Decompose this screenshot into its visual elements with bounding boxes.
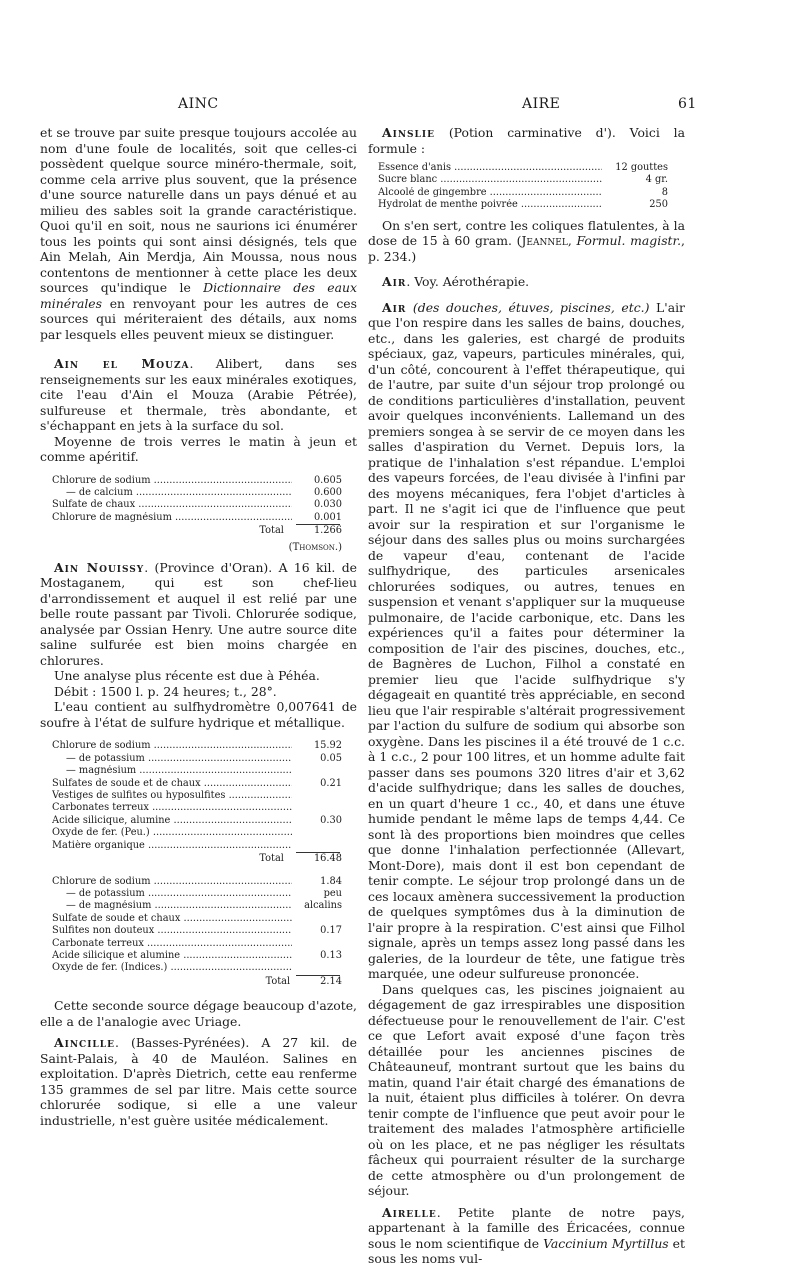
table-row: Oxyde de fer. (Indices.) ..... — [52, 962, 342, 974]
entry-air: Air (des douches, étuves, piscines, etc.) L'air que l'on respire dans les salles de bains, douches, etc., dans les galeries, est chargé de produits spéciaux, gaz, vapeurs, particules minérales, qui, d'un côté, concourent à l'effet thérapeutique, qui de l'autre, par suite d'un séjour trop prolongé ou de conditions particulières d'installation, peuvent avoir quelques inconvénients. Lallemand un des premiers songea à se servir de ce moyen dans les salles d'aspiration du Vernet. Depuis lors, la pratique de l'inhalation s'est répandue. L'emploi des vapeurs forcées, de l'eau divisée à l'infini par des moyens mécaniques, fera l'objet d'articles à part. Il ne s'agit ici que de l'influence que peut avoir sur la respiration et sur l'organisme le séjour dans des salles plus ou moins surchargées de vapeur d'eau, contenant de l'acide sulfhydrique, des particules arsenicales chlorurées sodiques, ou autres, tenues en suspension et venant s'appliquer sur la muqueuse pulmonaire, de l'acide carbonique, etc. Dans les expériences qu'il a faites pour déterminer la composition de l'air des piscines, douches, etc., de Bagnères de Luchon, Filhol a constaté en premier lieu que l'acide sulfhydrique s'y dégageait en quantité très appréciable, en second lieu que l'air respirable s'altérait progressivement par l'action du sulfure de sodium qui absorbe son oxygène. Dans les piscines il a été trouvé de 1 c.c. à 1 c.c., 2 pour 100 litres, et un homme adulte fait passer dans ses poumons 320 litres d'air et 3,62 d'acide sulfhydrique; dans les salles de douches, en un quart d'heure 1 cc., 40, et dans une étuve humide pendant le même laps de temps 4,44. Ce sont là des proportions bien moindres que celles que donne l'inhalation perfectionnée (Allevart, Mont-Dore), mais dont il est bon cependant de tenir compte. Le séjour trop prolongé dans un de ces locaux amènera successivement la production de quelques symptômes dus à la diminution de l'air propre à la respiration. C'est ainsi que Filhol signale, après un temps assez long passé dans les galeries, de la lourdeur de tête, une fatigue très marquée, une odeur sulfureuse prononcée. — [368, 299, 685, 982]
entry-aincille: Aincille. (Basses-Pyrénées). A 27 kil. de Saint-Palais, à 40 de Mauléon. Salines en exploitation. D'après Dietrich, cette eau renferme 135 grammes de sel par litre. Mais cette source chlorurée sodique, si elle a une valeur industrielle, n'est guère usitée médicalement. — [40, 1035, 357, 1128]
table-row: Sulfate de soude et chaux ..... — [52, 913, 342, 925]
table-row: Chlorure de sodium ..... 0.605 — [52, 475, 342, 487]
table-total: Total 16.48 — [259, 853, 342, 865]
table-row: Sulfate de chaux ..... 0.030 — [52, 499, 342, 511]
page-number: 61 — [678, 96, 697, 112]
table-row: Sulfites non douteux ..... 0.17 — [52, 925, 342, 937]
entry-heading: Ainslie — [382, 125, 435, 140]
table-row: — de potassium ..... 0.05 — [52, 753, 342, 765]
table-row: Sulfates de soude et de chaux ..... 0.21 — [52, 778, 342, 790]
table-row: — de calcium ..... 0.600 — [52, 487, 342, 499]
right-column — [368, 125, 685, 1267]
table-row: — de potassium ..... peu — [52, 888, 342, 900]
table-total: Total 1.266 — [259, 525, 342, 537]
table-row: Chlorure de sodium ..... 1.84 — [52, 876, 342, 888]
running-head-right: AIRE — [522, 96, 561, 112]
source-credit: (Thomson.) — [288, 541, 342, 553]
table-row: Carbonate terreux ..... — [52, 938, 342, 950]
table-row: Vestiges de sulfites ou hyposulfites ..... — [52, 790, 342, 802]
paragraph: et se trouve par suite presque toujours accolée au nom d'une foule de localités, soit que celles-ci possèdent quelque source minéro-thermale, soit, comme cela arrive plus souvent, que la présence d'une source naturelle dans un pays dénué et au milieu des sables soit la grande caractéristique. Quoi qu'il en soit, nous ne saurions ici énumérer tous les points qui sont ainsi désignés, tels que Ain Melah, Ain Merdja, Ain Moussa, nous nous contentons de mentionner à cette place les deux sources qu'indique le Dictionnaire des eaux minérales en renvoyant pour les autres de ces sources qui mériteraient des détails, aux noms par lesquels elles peuvent mieux se distinguer. — [40, 125, 357, 342]
table-row: Hydrolat de menthe poivrée ..... 250 — [378, 199, 668, 211]
analysis-table-1 — [40, 475, 342, 554]
table-row: Acide silicique, alumine ..... 0.30 — [52, 815, 342, 827]
entry-ain-nouissy: Ain Nouissy. (Province d'Oran). A 16 kil. de Mostaganem, qui est son chef-lieu d'arrondissement et auquel il est relié par une belle route passant par Tivoli. Chlorurée sodique, analysée par Ossian Henry. Une autre source dite saline sulfurée est bien moins chargée en chlorures. — [40, 559, 357, 668]
table-row: Matière organique ..... — [52, 840, 342, 852]
table-row: — magnésium ..... — [52, 765, 342, 777]
table-row: Essence d'anis ..... 12 gouttes — [378, 162, 668, 174]
paragraph: Une analyse plus récente est due à Péhéa. — [54, 668, 320, 684]
entry-heading: Aincille — [54, 1035, 115, 1051]
entry-heading: Air — [382, 299, 407, 315]
table-row: Chlorure de magnésium ..... 0.001 — [52, 512, 342, 524]
entry-air-ref: Air. Voy. Aérothérapie. — [382, 274, 530, 290]
table-row: Sucre blanc ..... 4 gr. — [378, 174, 668, 186]
entry-ainslie: Ainslie (Potion carminative d'). Voici la formule : — [368, 125, 685, 156]
analysis-table-3 — [40, 876, 342, 989]
paragraph: Débit : 1500 l. p. 24 heures; t., 28°. — [54, 683, 277, 699]
table-row: Carbonates terreux ..... — [52, 802, 342, 814]
table-row: Alcoolé de gingembre ..... 8 — [378, 187, 668, 199]
paragraph: Dans quelques cas, les piscines joignaient au dégagement de gaz irrespirables une disposition défectueuse pour le renouvellement de l'air. C'est ce que Lefort avait exposé d'une façon très détaillée pour les anciennes piscines de Châteauneuf, montrant surtout que les bains du matin, quand l'air était chargé des émanations de la nuit, étaient plus difficiles à tolérer. On devra tenir compte de l'influence que peut avoir pour le traitement des malades l'atmosphère artificielle où on les place, et ne pas négliger les résultats fâcheux qui pourraient résulter de la surcharge de cette atmosphère ou d'un prolongement de séjour. — [368, 981, 685, 1199]
running-head-left: AINC — [178, 96, 219, 112]
paragraph: L'eau contient au sulfhydromètre 0,007641 de soufre à l'état de sulfure hydrique et métallique. — [40, 699, 357, 730]
entry-airelle: Airelle. Petite plante de notre pays, appartenant à la famille des Éricacées, connue sous le nom scientifique de Vaccinium Myrtillus et sous les noms vul- — [368, 1204, 685, 1267]
entry-heading: Ain Nouissy — [54, 559, 145, 575]
paragraph: On s'en sert, contre les coliques flatulentes, à la dose de 15 à 60 gram. (Jeannel, Formul. magistr., p. 234.) — [368, 217, 685, 264]
table-row: Oxyde de fer. (Peu.) ..... — [52, 827, 342, 839]
table-row: Chlorure de sodium ..... 15.92 — [52, 740, 342, 752]
entry-heading: Air — [382, 274, 407, 290]
entry-ain-el-mouza: Ain el Mouza. Alibert, dans ses renseignements sur les eaux minérales exotiques, cite l'eau d'Ain el Mouza (Arabie Pétrée), sulfureuse et thermale, très abondante, et s'échappant en jets à la surface du sol. — [40, 356, 357, 433]
entry-heading: Airelle — [382, 1204, 437, 1220]
table-total: Total 2.14 — [265, 975, 342, 987]
paragraph: Moyenne de trois verres le matin à jeun et comme apéritif. — [40, 433, 357, 464]
paragraph: Cette seconde source dégage beaucoup d'azote, elle a de l'analogie avec Uriage. — [40, 998, 357, 1029]
formula-table — [368, 162, 668, 212]
analysis-table-2 — [40, 740, 342, 865]
entry-heading: Ain el Mouza — [54, 356, 190, 371]
table-row: Acide silicique et alumine ..... 0.13 — [52, 950, 342, 962]
left-column — [40, 125, 357, 1128]
table-row: — de magnésium ..... alcalins — [52, 900, 342, 912]
